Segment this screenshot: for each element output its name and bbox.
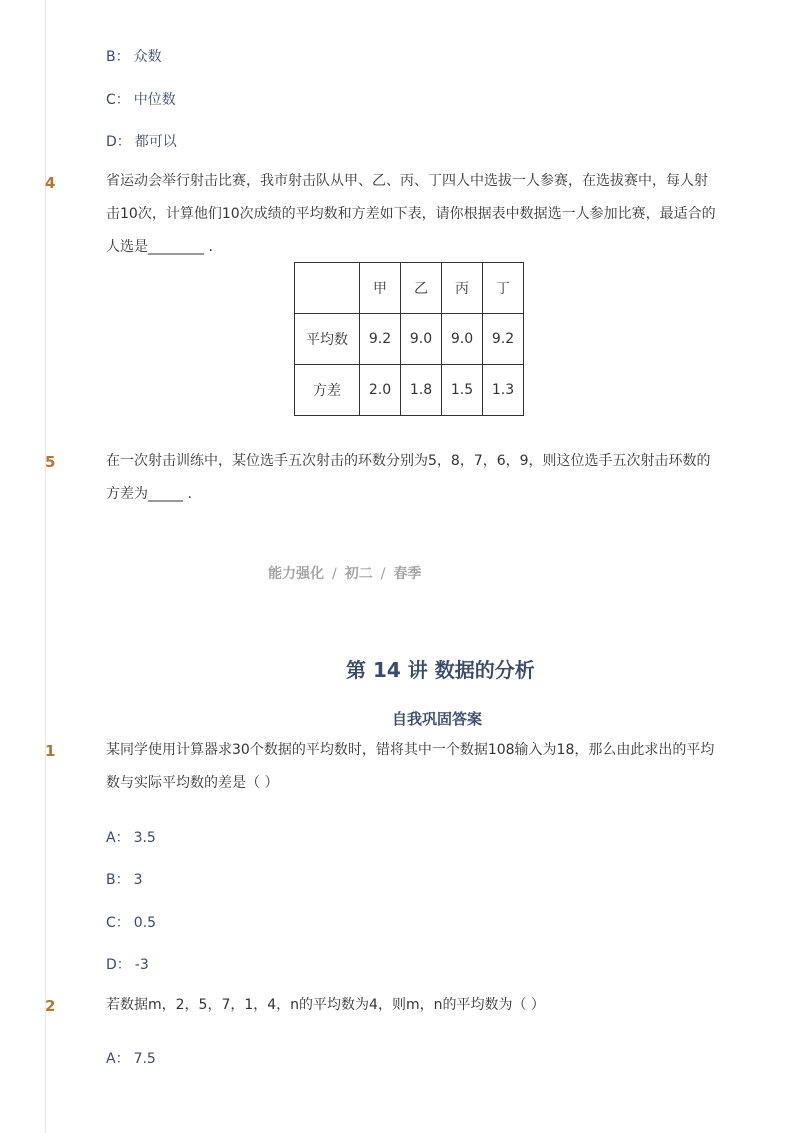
breadcrumb-item: 能力强化 <box>268 566 324 582</box>
table-row-label: 方差 <box>295 365 360 416</box>
question-text: 若数据m，2，5，7，1，4，n的平均数为4，则m，n的平均数为（ ） <box>106 997 545 1013</box>
breadcrumb-separator: / <box>332 566 337 582</box>
breadcrumb-separator: / <box>380 566 386 582</box>
table-cell: 2.0 <box>360 365 401 416</box>
section-title: 自我巩固答案 <box>392 710 483 728</box>
question-number: 4 <box>45 174 56 192</box>
question-text: 省运动会举行射击比赛，我市射击队从甲、乙、丙、丁四人中选拔一人参赛，在选拔赛中，每人射击10次，计算他们10次成绩的平均数和方差如下表，请你根据表中数据选一人参加比赛，最适合的人选是________ . <box>106 173 716 255</box>
table-cell <box>295 263 360 314</box>
breadcrumb <box>268 563 421 583</box>
option-b[interactable]: B： 众数 <box>106 49 162 65</box>
table-cell: 1.8 <box>401 365 442 416</box>
question-number: 5 <box>45 453 56 471</box>
option-a[interactable]: A： 7.5 <box>106 1051 156 1067</box>
question-text: 在一次射击训练中，某位选手五次射击的环数分别为5，8，7，6，9，则这位选手五次射击环数的方差为_____ . <box>106 453 711 502</box>
table-header-cell: 乙 <box>401 263 442 314</box>
table-cell: 9.0 <box>401 314 442 365</box>
table-header-cell: 丁 <box>483 263 524 314</box>
option-c[interactable]: C： 中位数 <box>106 92 176 108</box>
option-a[interactable]: A： 3.5 <box>106 830 156 846</box>
question-text: 某同学使用计算器求30个数据的平均数时，错将其中一个数据108输入为18，那么由此求出的平均数与实际平均数的差是（ ） <box>106 742 715 791</box>
table-cell: 1.5 <box>442 365 483 416</box>
option-d[interactable]: D： -3 <box>106 957 149 973</box>
breadcrumb-item: 春季 <box>393 566 422 582</box>
question-number: 2 <box>45 997 56 1015</box>
table-cell: 1.3 <box>483 365 524 416</box>
question-number: 1 <box>45 742 56 760</box>
table-cell: 9.0 <box>442 314 483 365</box>
left-margin-rule <box>45 0 46 1133</box>
table-row-label: 平均数 <box>295 314 360 365</box>
stats-table <box>294 262 524 416</box>
page-title: 第 14 讲 数据的分析 <box>346 658 535 682</box>
breadcrumb-item: 初二 <box>344 566 373 582</box>
option-d[interactable]: D： 都可以 <box>106 134 177 150</box>
table-header-cell: 丙 <box>442 263 483 314</box>
table-header-cell: 甲 <box>360 263 401 314</box>
table-cell: 9.2 <box>360 314 401 365</box>
option-c[interactable]: C： 0.5 <box>106 915 157 931</box>
table-cell: 9.2 <box>483 314 524 365</box>
table-header-row <box>295 263 524 314</box>
table-row <box>295 365 524 416</box>
table-row <box>295 314 524 365</box>
option-b[interactable]: B： 3 <box>106 872 143 888</box>
